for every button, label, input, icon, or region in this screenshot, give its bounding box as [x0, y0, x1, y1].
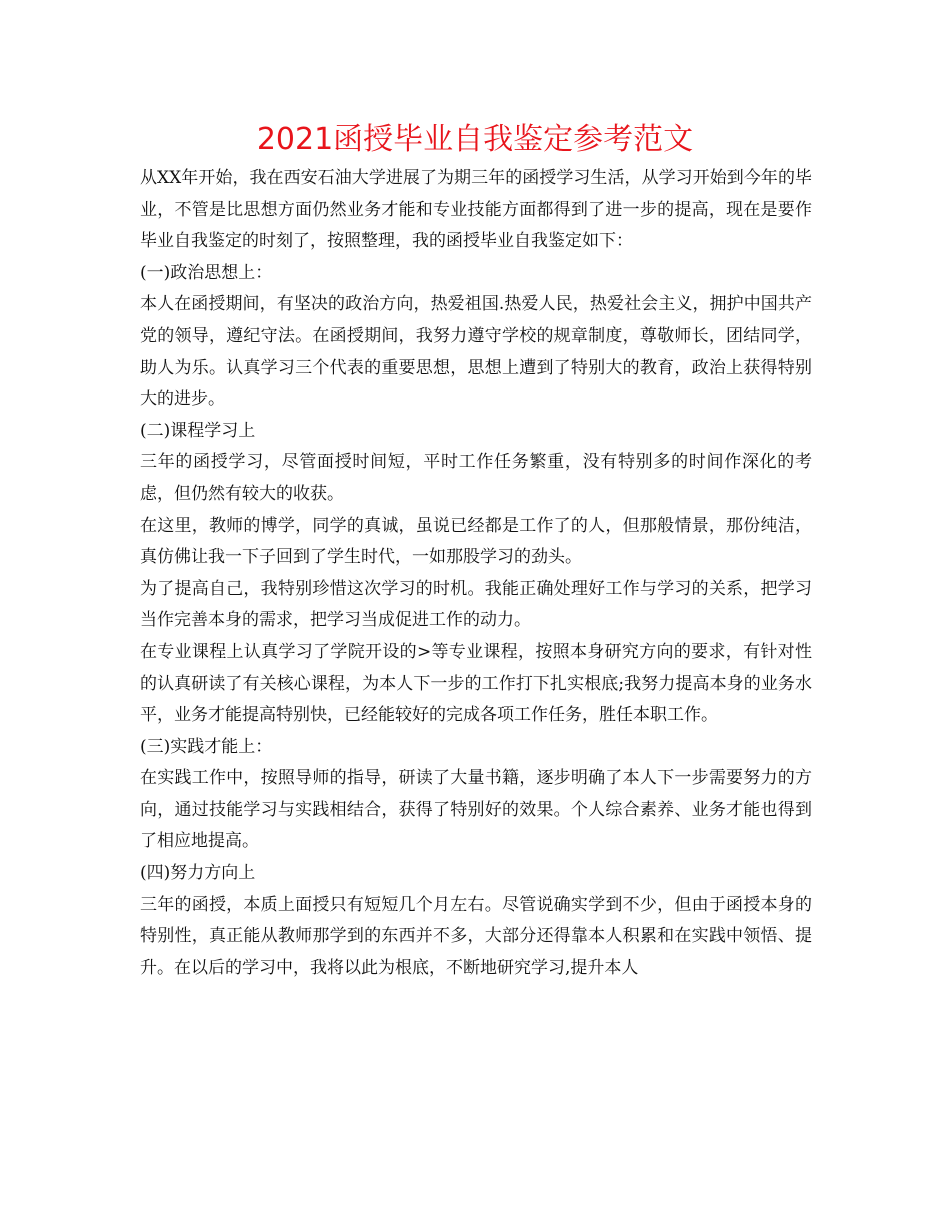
paragraph-intro: 从XX年开始，我在西安石油大学进展了为期三年的函授学习生活，从学习开始到今年的毕业，不管是比思想方面仍然业务才能和专业技能方面都得到了进一步的提高，现在是要作毕业自我鉴定的时刻了，按照整理，我的函授毕业自我鉴定如下： [140, 168, 812, 252]
paragraph-practice: 在实践工作中，按照导师的指导，研读了大量书籍，逐步明确了本人下一步需要努力的方向，通过技能学习与实践相结合，获得了特别好的效果。个人综合素养、业务才能也得到了相应地提高。 [140, 768, 812, 852]
section-heading-politics: (一)政治思想上： [140, 262, 273, 283]
section-heading-direction: (四)努力方向上 [140, 863, 256, 884]
paragraph-politics: 本人在函授期间，有坚决的政治方向，热爱祖国.热爱人民，热爱社会主义，拥护中国共产党的领导，遵纪守法。在函授期间，我努力遵守学校的规章制度，尊敬师长，团结同学，助人为乐。认真学习三个代表的重要思想，思想上遭到了特别大的教育，政治上获得特别大的进步。 [140, 294, 812, 410]
section-heading-courses: (二)课程学习上 [140, 420, 256, 441]
document-title: 2021函授毕业自我鉴定参考范文 [256, 122, 694, 157]
paragraph-courses-4: 在专业课程上认真学习了学院开设的>等专业课程，按照本身研究方向的要求，有针对性的认真研读了有关核心课程，为本人下一步的工作打下扎实根底;我努力提高本身的业务水平，业务才能提高特别快，已经能较好的完成各项工作任务，胜任本职工作。 [140, 641, 812, 726]
document-body [140, 163, 812, 984]
section-heading-practice: (三)实践才能上： [140, 736, 273, 757]
paragraph-direction: 三年的函授，本质上面授只有短短几个月左右。尽管说确实学到不少，但由于函授本身的特别性，真正能从教师那学到的东西并不多，大部分还得靠本人积累和在实践中领悟、提升。在以后的学习中，我将以此为根底，不断地研究学习,提升本人 [140, 894, 812, 978]
paragraph-courses-1: 三年的函授学习，尽管面授时间短，平时工作任务繁重，没有特别多的时间作深化的考虑，但仍然有较大的收获。 [140, 452, 812, 504]
paragraph-courses-3: 为了提高自己，我特别珍惜这次学习的时机。我能正确处理好工作与学习的关系，把学习当作完善本身的需求，把学习当成促进工作的动力。 [140, 578, 812, 631]
paragraph-courses-2: 在这里，教师的博学，同学的真诚，虽说已经都是工作了的人，但那般情景，那份纯洁，真仿佛让我一下子回到了学生时代，一如那股学习的劲头。 [140, 515, 812, 568]
